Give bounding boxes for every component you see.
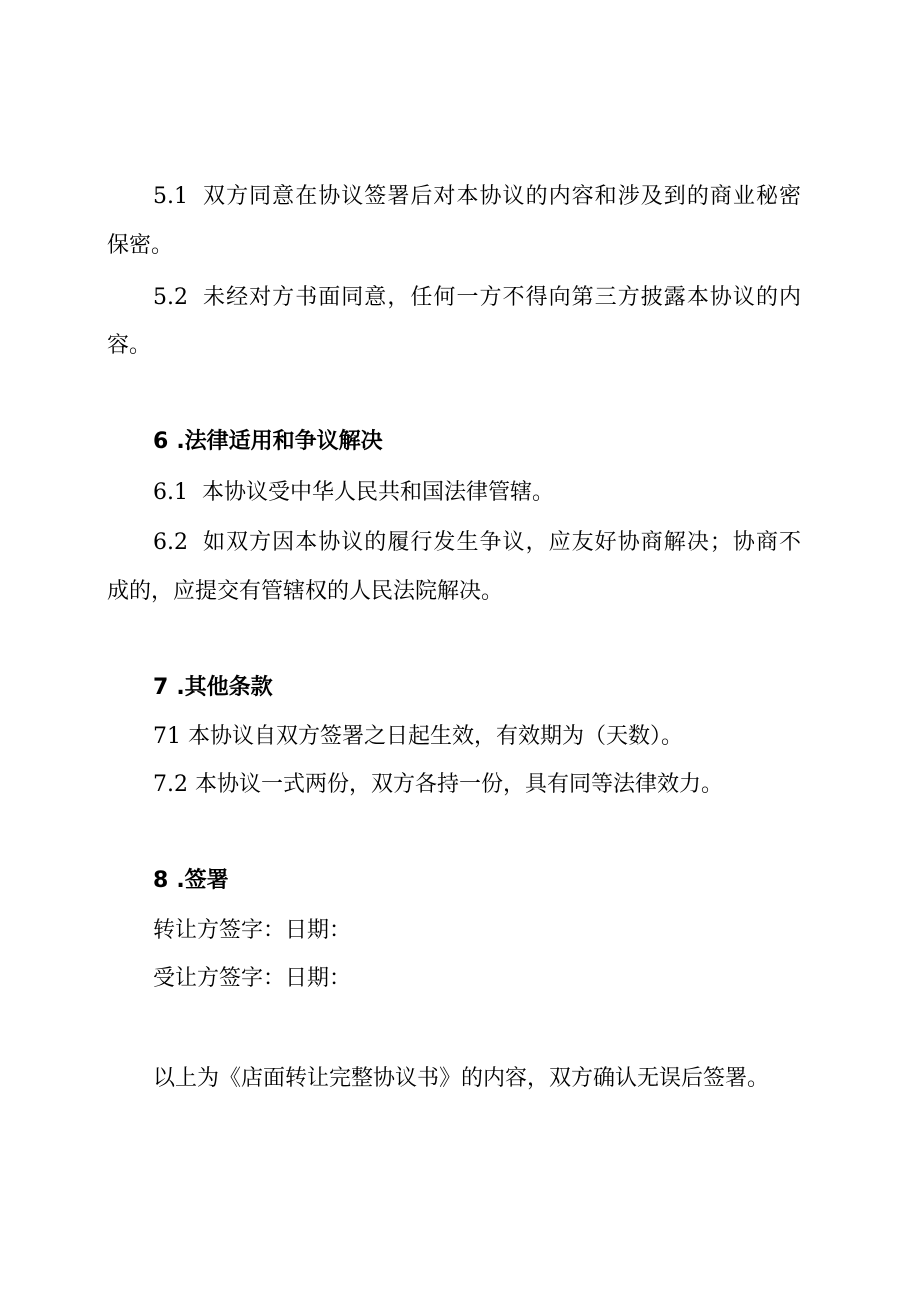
transferee-signature-line: 受让方签字：日期： xyxy=(153,966,352,991)
clause-text: 双方同意在协议签署后对本协议的内容和涉及到的商业秘密 xyxy=(202,184,801,209)
clause-text: 本协议受中华人民共和国法律管辖。 xyxy=(202,480,555,505)
clause-number: 5.2 xyxy=(153,285,188,310)
clause-5-2 xyxy=(153,283,801,313)
clause-text: 未经对方书面同意，任何一方不得向第三方披露本协议的内 xyxy=(202,285,801,310)
clause-6-2 xyxy=(153,528,801,558)
clause-6-1 xyxy=(153,478,554,508)
section-8-heading xyxy=(153,866,229,896)
section-7-heading xyxy=(153,673,273,703)
section-6-heading xyxy=(153,427,383,457)
section-number: 8 xyxy=(153,868,169,893)
transferor-signature-line: 转让方签字：日期： xyxy=(153,918,352,943)
clause-text: 如双方因本协议的履行发生争议，应友好协商解决；协商不 xyxy=(202,530,801,555)
section-title: .其他条款 xyxy=(176,675,273,700)
clause-5-1-continuation: 保密。 xyxy=(107,233,174,258)
section-title: .签署 xyxy=(176,868,229,893)
clause-5-2-continuation: 容。 xyxy=(107,333,152,358)
clause-7-1: 71 本协议自双方签署之日起生效，有效期为（天数）。 xyxy=(153,724,683,749)
clause-number: 5.1 xyxy=(153,184,188,209)
clause-5-1 xyxy=(153,182,801,212)
closing-statement: 以上为《店面转让完整协议书》的内容，双方确认无误后签署。 xyxy=(153,1066,770,1091)
clause-number: 6.1 xyxy=(153,480,188,505)
clause-7-2: 7.2 本协议一式两份，双方各持一份，具有同等法律效力。 xyxy=(153,772,723,797)
clause-number: 6.2 xyxy=(153,530,188,555)
clause-6-2-continuation: 成的，应提交有管辖权的人民法院解决。 xyxy=(107,579,504,604)
section-title: .法律适用和争议解决 xyxy=(176,429,383,454)
section-number: 6 xyxy=(153,429,169,454)
section-number: 7 xyxy=(153,675,169,700)
